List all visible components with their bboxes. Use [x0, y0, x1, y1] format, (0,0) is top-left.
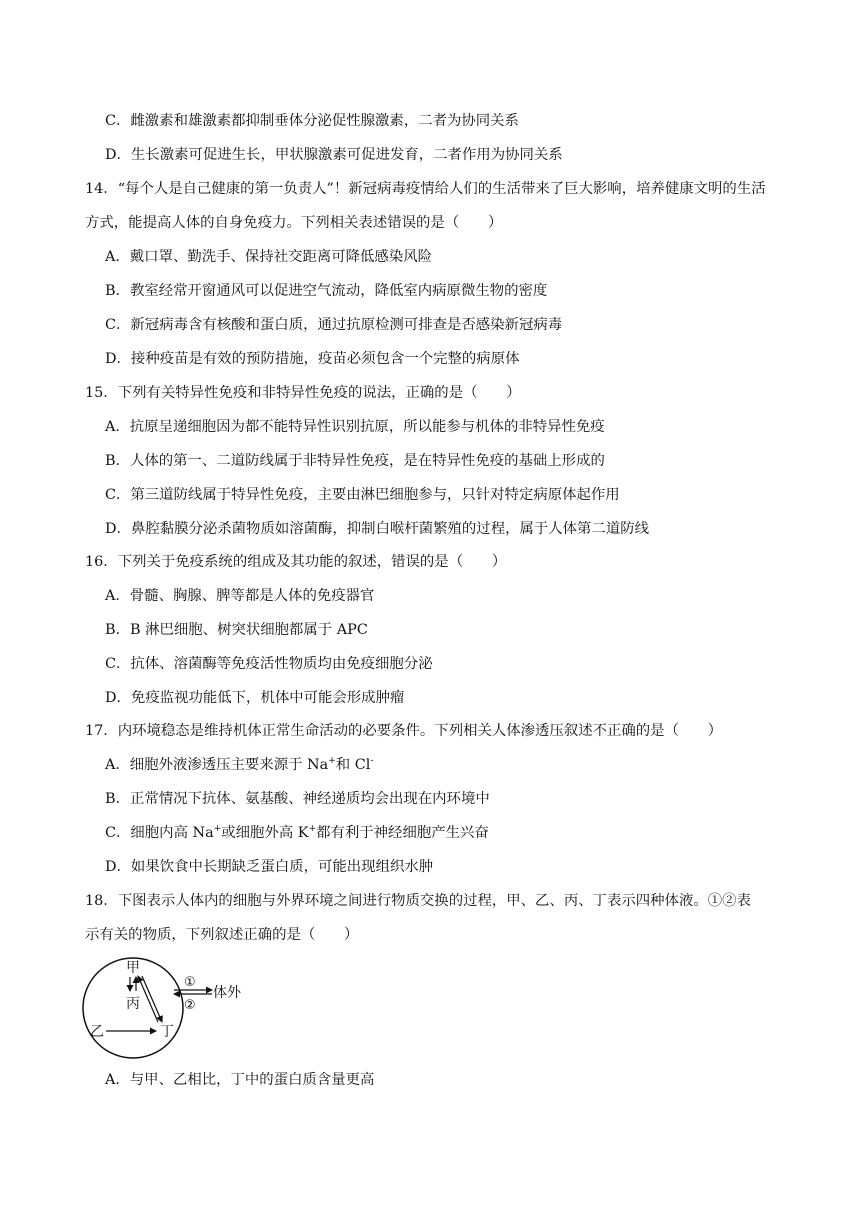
q14-option-b: B．教室经常开窗通风可以促进空气流动，降低室内病原微生物的密度 — [105, 283, 548, 299]
q14-option-c: C．新冠病毒含有核酸和蛋白质，通过抗原检测可排查是否感染新冠病毒 — [105, 317, 563, 333]
q14-option-a: A．戴口罩、勤洗手、保持社交距离可降低感染风险 — [105, 249, 432, 265]
q17-option-a — [105, 755, 373, 775]
superscript: + — [308, 824, 317, 835]
q16-stem: 16．下列关于免疫系统的组成及其功能的叙述，错误的是（ ） — [85, 554, 507, 570]
q15-option-a: A．抗原呈递细胞因为都不能特异性识别抗原，所以能参与机体的非特异性免疫 — [105, 419, 605, 435]
label-outside: 体外 — [213, 985, 241, 1001]
q18-stem-line1: 18．下图表示人体内的细胞与外界环境之间进行物质交换的过程，甲、乙、丙、丁表示四种体液。①②表 — [85, 893, 751, 909]
node-jia: 甲 — [126, 960, 140, 976]
superscript: - — [370, 756, 374, 767]
arrow-jia-to-ding — [142, 976, 162, 1022]
q17-option-a-text: A．细胞外液渗透压主要来源于 Na — [105, 757, 329, 773]
q16-option-a: A．骨髓、胸腺、脾等都是人体的免疫器官 — [105, 588, 375, 604]
q18-option-a: A．与甲、乙相比，丁中的蛋白质含量更高 — [105, 1072, 375, 1088]
q14-option-d: D．接种疫苗是有效的预防措施，疫苗必须包含一个完整的病原体 — [105, 351, 520, 367]
q14-stem-line2: 方式，能提高人体的自身免疫力。下列相关表述错误的是（ ） — [85, 215, 503, 231]
q15-option-b: B．人体的第一、二道防线属于非特异性免疫，是在特异性免疫的基础上形成的 — [105, 453, 605, 469]
q17-option-b: B．正常情况下抗体、氨基酸、神经递质均会出现在内环境中 — [105, 791, 490, 807]
q15-option-c: C．第三道防线属于特异性免疫，主要由淋巴细胞参与，只针对特定病原体起作用 — [105, 487, 620, 503]
q13-option-c: C．雌激素和雄激素都抑制垂体分泌促性腺激素，二者为协同关系 — [105, 113, 519, 129]
q15-stem: 15．下列有关特异性免疫和非特异性免疫的说法，正确的是（ ） — [85, 385, 521, 401]
q18-stem-line2: 示有关的物质，下列叙述正确的是（ ） — [85, 927, 359, 943]
q16-option-b: B．B 淋巴细胞、树突状细胞都属于 APC — [105, 622, 368, 638]
q17-option-c-text: 都有利于神经细胞产生兴奋 — [316, 825, 489, 841]
q16-option-d: D．免疫监视功能低下，机体中可能会形成肿瘤 — [105, 690, 405, 706]
q14-stem-line1: 14．“每个人是自己健康的第一负责人”！新冠病毒疫情给人们的生活带来了巨大影响，培养健康文明的生活 — [85, 181, 766, 197]
q15-option-d: D．鼻腔黏膜分泌杀菌物质如溶菌酶，抑制白喉杆菌繁殖的过程，属于人体第二道防线 — [105, 521, 649, 537]
q17-option-c — [105, 823, 489, 843]
arrow-ding-to-jia — [138, 976, 158, 1022]
q16-option-c: C．抗体、溶菌酶等免疫活性物质均由免疫细胞分泌 — [105, 656, 433, 672]
q17-option-c-text: C．细胞内高 Na — [105, 825, 214, 841]
q17-option-c-text: 或细胞外高 K — [221, 825, 309, 841]
node-ding: 丁 — [160, 1024, 174, 1040]
body-fluid-exchange-diagram — [76, 954, 246, 1060]
q17-option-d: D．如果饮食中长期缺乏蛋白质，可能出现组织水肿 — [105, 859, 434, 875]
node-bing: 丙 — [126, 996, 140, 1012]
label-circle-2: ② — [184, 998, 196, 1013]
q13-option-d: D．生长激素可促进生长，甲状腺激素可促进发育，二者作用为协同关系 — [105, 147, 563, 163]
q17-option-a-text: 和 Cl — [335, 757, 371, 773]
node-yi: 乙 — [90, 1024, 104, 1040]
label-circle-1: ① — [184, 975, 196, 990]
q17-stem: 17．内环境稳态是维持机体正常生命活动的必要条件。下列相关人体渗透压叙述不正确的是（ ） — [85, 723, 723, 739]
superscript: + — [213, 824, 222, 835]
superscript: + — [328, 756, 336, 767]
